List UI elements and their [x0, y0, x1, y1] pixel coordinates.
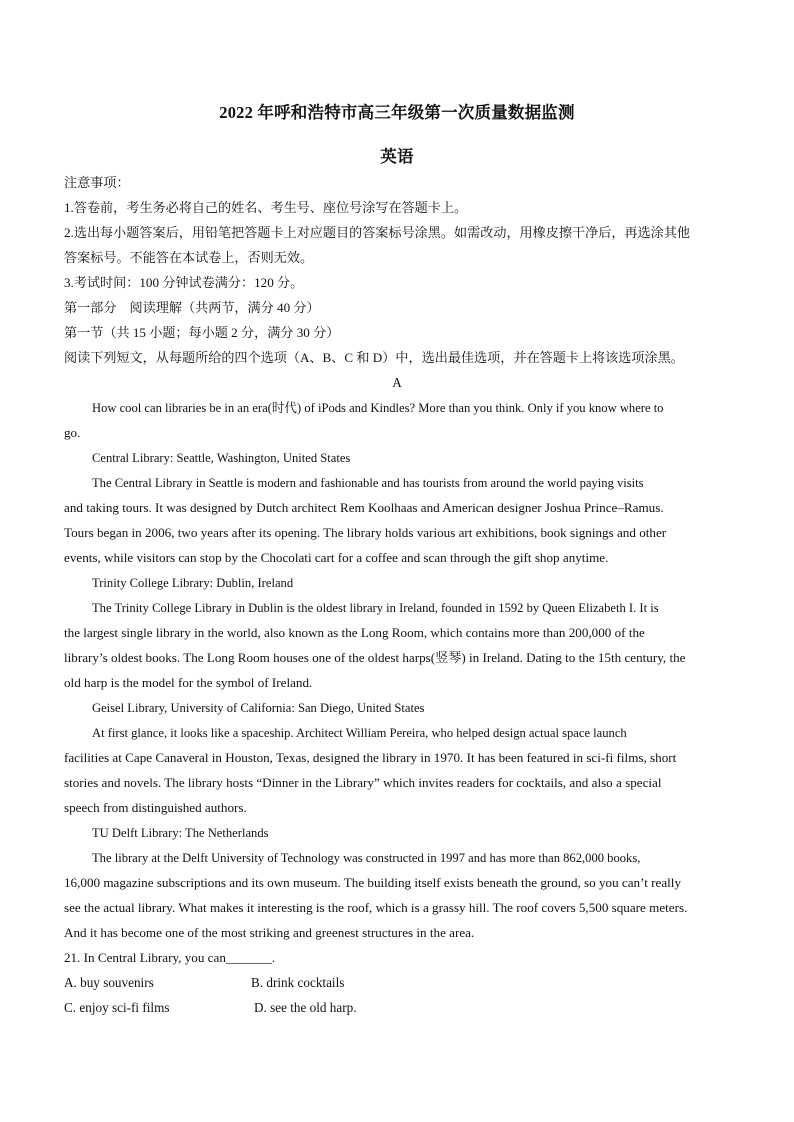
passage-line: The library at the Delft University of Technology was constructed in 1997 and has more than 862,000 books,: [92, 851, 641, 865]
passage-line: events, while visitors can stop by the Chocolati cart for a coffee and scan through the gift shop anytime.: [64, 550, 609, 565]
passage-line: see the actual library. What makes it interesting is the roof, which is a grassy hill. The roof covers 5,500 square meters.: [64, 900, 688, 915]
note-line: 答案标号。不能答在本试卷上，否则无效。: [64, 250, 314, 265]
passage-line: 16,000 magazine subscriptions and its own museum. The building itself exists beneath the ground, so you can’t really: [64, 875, 682, 890]
passage-line: At first glance, it looks like a spaceship. Architect William Pereira, who helped design actual space launch: [92, 726, 627, 740]
passage-line: Tours began in 2006, two years after its opening. The library holds various art exhibitions, book signings and other: [64, 525, 667, 540]
library-heading: Central Library: Seattle, Washington, United States: [92, 451, 351, 465]
subsection-heading: 第一节（共 15 小题；每小题 2 分，满分 30 分）: [64, 325, 340, 340]
passage-line: speech from distinguished authors.: [64, 800, 247, 815]
passage-line: And it has become one of the most striking and greenest structures in the area.: [64, 925, 475, 940]
passage-line: The Trinity College Library in Dublin is the oldest library in Ireland, founded in 1592 by Queen Elizabeth I. It is: [92, 601, 659, 615]
passage-line: old harp is the model for the symbol of Ireland.: [64, 675, 313, 690]
exam-title: 2022 年呼和浩特市高三年级第一次质量数据监测: [219, 103, 575, 122]
library-heading: TU Delft Library: The Netherlands: [92, 826, 269, 840]
passage-line: facilities at Cape Canaveral in Houston, Texas, designed the library in 1970. It has been featured in sci-fi films, short: [64, 750, 677, 765]
subject-title: 英语: [380, 147, 414, 166]
passage-line: and taking tours. It was designed by Dutch architect Rem Koolhaas and American designer Joshua Prince–Ramus.: [64, 500, 664, 515]
question-stem: 21. In Central Library, you can_______.: [64, 950, 276, 965]
option-c: C. enjoy sci-fi films: [64, 1000, 170, 1015]
option-b: B. drink cocktails: [251, 975, 345, 990]
notes-heading: 注意事项：: [64, 175, 130, 190]
passage-line: library’s oldest books. The Long Room houses one of the oldest harps(竖琴) in Ireland. Dating to the 15th century, the: [64, 650, 686, 665]
note-line: 3.考试时间：100 分钟试卷满分：120 分。: [64, 275, 304, 290]
library-heading: Trinity College Library: Dublin, Ireland: [92, 576, 294, 590]
option-d: D. see the old harp.: [254, 1000, 357, 1015]
option-a: A. buy souvenirs: [64, 975, 154, 990]
note-line: 2.选出每小题答案后，用铅笔把答题卡上对应题目的答案标号涂黑。如需改动，用橡皮擦干净后，再选涂其他: [64, 225, 690, 240]
instructions: 阅读下列短文，从每题所给的四个选项（A、B、C 和 D）中，选出最佳选项，并在答题卡上将该选项涂黑。: [64, 350, 684, 365]
passage-line: The Central Library in Seattle is modern and fashionable and has tourists from around the world paying visits: [92, 476, 644, 490]
passage-line: stories and novels. The library hosts “Dinner in the Library” which invites readers for cocktails, and also a special: [64, 775, 662, 790]
section-heading: 第一部分 阅读理解（共两节，满分 40 分）: [64, 300, 320, 315]
passage-label: A: [392, 375, 402, 390]
passage-line: go.: [64, 425, 81, 440]
note-line: 1.答卷前，考生务必将自己的姓名、考生号、座位号涂写在答题卡上。: [64, 200, 468, 215]
passage-line: the largest single library in the world, also known as the Long Room, which contains more than 200,000 of the: [64, 625, 645, 640]
library-heading: Geisel Library, University of California: San Diego, United States: [92, 701, 425, 715]
passage-line: How cool can libraries be in an era(时代) of iPods and Kindles? More than you think. Only if you know where to: [92, 401, 664, 415]
